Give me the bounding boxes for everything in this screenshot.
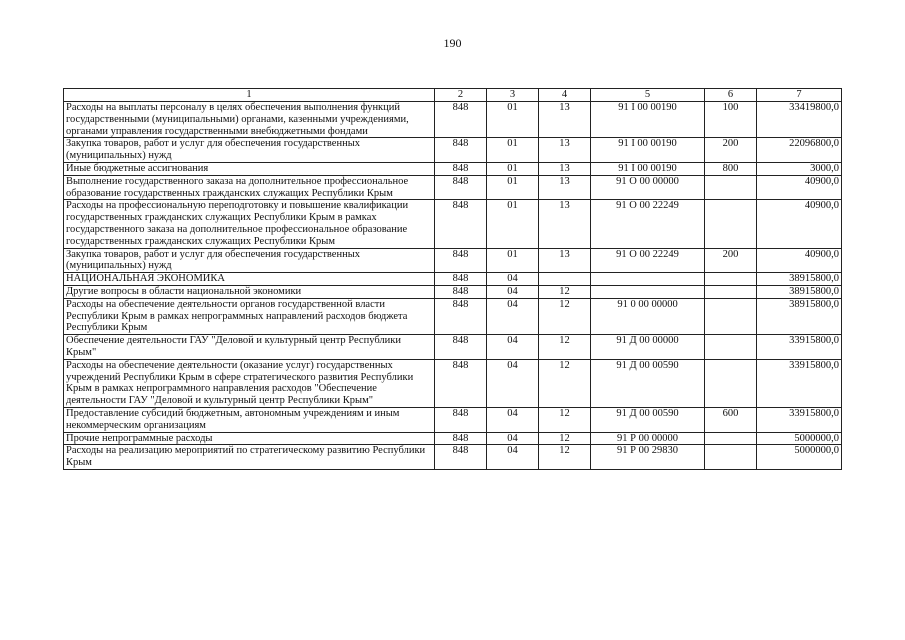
- row-section: 04: [487, 335, 539, 360]
- row-target-article: [591, 285, 705, 298]
- row-name: НАЦИОНАЛЬНАЯ ЭКОНОМИКА: [64, 273, 435, 286]
- row-expense-type: 100: [705, 102, 757, 138]
- row-section: 01: [487, 162, 539, 175]
- row-code-admin: 848: [435, 248, 487, 273]
- row-code-admin: 848: [435, 359, 487, 407]
- row-name: Расходы на обеспечение деятельности органов государственной власти Республики Крым в рамках непрограммных направлений расходов бюджета Республики Крым: [64, 298, 435, 334]
- row-amount: 40900,0: [757, 200, 842, 248]
- row-name: Расходы на обеспечение деятельности (оказание услуг) государственных учреждений Республики Крым в сфере стратегического развития Республики Крым в рамках непрограммного направления расходов "Обеспечение деятельности ГАУ "Деловой и культурный центр Республики Крым": [64, 359, 435, 407]
- row-target-article: 91 Р 00 29830: [591, 445, 705, 470]
- row-code-admin: 848: [435, 175, 487, 200]
- row-code-admin: 848: [435, 285, 487, 298]
- row-target-article: 91 I 00 00190: [591, 162, 705, 175]
- row-expense-type: 200: [705, 138, 757, 163]
- header-col-2: 2: [435, 89, 487, 102]
- budget-table: [63, 88, 842, 470]
- row-target-article: 91 О 00 22249: [591, 248, 705, 273]
- row-subsection: 12: [539, 359, 591, 407]
- row-expense-type: [705, 298, 757, 334]
- table-row: [64, 175, 842, 200]
- row-expense-type: [705, 285, 757, 298]
- table-row: [64, 432, 842, 445]
- row-subsection: 12: [539, 285, 591, 298]
- row-subsection: 12: [539, 335, 591, 360]
- row-name: Обеспечение деятельности ГАУ "Деловой и культурный центр Республики Крым": [64, 335, 435, 360]
- table-row: [64, 102, 842, 138]
- table-row: [64, 298, 842, 334]
- row-subsection: 13: [539, 248, 591, 273]
- row-target-article: [591, 273, 705, 286]
- row-subsection: [539, 273, 591, 286]
- row-subsection: 12: [539, 407, 591, 432]
- row-section: 04: [487, 298, 539, 334]
- row-expense-type: 800: [705, 162, 757, 175]
- row-subsection: 12: [539, 432, 591, 445]
- row-amount: 33915800,0: [757, 335, 842, 360]
- header-col-4: 4: [539, 89, 591, 102]
- row-section: 04: [487, 359, 539, 407]
- row-subsection: 13: [539, 138, 591, 163]
- row-subsection: 13: [539, 175, 591, 200]
- row-name: Расходы на профессиональную переподготовку и повышение квалификации государственных гражданских служащих Республики Крым в рамках государственного заказа на дополнительное профессиональное образование государственных гражданских служащих Республики Крым: [64, 200, 435, 248]
- row-expense-type: [705, 445, 757, 470]
- row-amount: 40900,0: [757, 248, 842, 273]
- row-target-article: 91 0 00 00000: [591, 298, 705, 334]
- table-row: [64, 335, 842, 360]
- row-code-admin: 848: [435, 445, 487, 470]
- row-expense-type: [705, 335, 757, 360]
- row-section: 04: [487, 432, 539, 445]
- row-amount: 38915800,0: [757, 298, 842, 334]
- table-row: [64, 162, 842, 175]
- row-target-article: 91 Д 00 00000: [591, 335, 705, 360]
- row-amount: 33419800,0: [757, 102, 842, 138]
- row-amount: 40900,0: [757, 175, 842, 200]
- row-target-article: 91 I 00 00190: [591, 138, 705, 163]
- row-name: Закупка товаров, работ и услуг для обеспечения государственных (муниципальных) нужд: [64, 138, 435, 163]
- row-code-admin: 848: [435, 102, 487, 138]
- row-name: Закупка товаров, работ и услуг для обеспечения государственных (муниципальных) нужд: [64, 248, 435, 273]
- header-row: [64, 89, 842, 102]
- row-section: 01: [487, 138, 539, 163]
- row-code-admin: 848: [435, 298, 487, 334]
- row-code-admin: 848: [435, 273, 487, 286]
- row-code-admin: 848: [435, 335, 487, 360]
- row-code-admin: 848: [435, 162, 487, 175]
- row-subsection: 12: [539, 298, 591, 334]
- row-target-article: 91 О 00 22249: [591, 200, 705, 248]
- row-expense-type: 600: [705, 407, 757, 432]
- row-target-article: 91 Р 00 00000: [591, 432, 705, 445]
- row-subsection: 13: [539, 200, 591, 248]
- table-row: [64, 138, 842, 163]
- row-amount: 33915800,0: [757, 359, 842, 407]
- row-code-admin: 848: [435, 200, 487, 248]
- row-expense-type: [705, 175, 757, 200]
- row-section: 01: [487, 248, 539, 273]
- header-col-3: 3: [487, 89, 539, 102]
- row-target-article: 91 Д 00 00590: [591, 359, 705, 407]
- row-amount: 22096800,0: [757, 138, 842, 163]
- row-subsection: 12: [539, 445, 591, 470]
- row-section: 04: [487, 273, 539, 286]
- row-section: 01: [487, 102, 539, 138]
- header-col-6: 6: [705, 89, 757, 102]
- row-code-admin: 848: [435, 432, 487, 445]
- table-row: [64, 407, 842, 432]
- row-name: Выполнение государственного заказа на дополнительное профессиональное образование государственных гражданских служащих Республики Крым: [64, 175, 435, 200]
- row-name: Прочие непрограммные расходы: [64, 432, 435, 445]
- row-name: Предоставление субсидий бюджетным, автономным учреждениям и иным некоммерческим организациям: [64, 407, 435, 432]
- row-amount: 33915800,0: [757, 407, 842, 432]
- row-subsection: 13: [539, 102, 591, 138]
- table-row: [64, 273, 842, 286]
- row-name: Другие вопросы в области национальной экономики: [64, 285, 435, 298]
- row-target-article: 91 О 00 00000: [591, 175, 705, 200]
- row-amount: 5000000,0: [757, 432, 842, 445]
- table-row: [64, 200, 842, 248]
- row-expense-type: [705, 432, 757, 445]
- row-name: Расходы на реализацию мероприятий по стратегическому развитию Республики Крым: [64, 445, 435, 470]
- row-section: 04: [487, 407, 539, 432]
- table-row: [64, 248, 842, 273]
- table-row: [64, 359, 842, 407]
- row-section: 04: [487, 285, 539, 298]
- row-amount: 38915800,0: [757, 273, 842, 286]
- table-body: [64, 102, 842, 470]
- row-code-admin: 848: [435, 407, 487, 432]
- header-col-1: 1: [64, 89, 435, 102]
- row-subsection: 13: [539, 162, 591, 175]
- table-row: [64, 445, 842, 470]
- row-section: 01: [487, 200, 539, 248]
- row-amount: 5000000,0: [757, 445, 842, 470]
- row-section: 01: [487, 175, 539, 200]
- header-col-5: 5: [591, 89, 705, 102]
- row-amount: 38915800,0: [757, 285, 842, 298]
- row-code-admin: 848: [435, 138, 487, 163]
- row-target-article: 91 I 00 00190: [591, 102, 705, 138]
- table-row: [64, 285, 842, 298]
- row-expense-type: [705, 273, 757, 286]
- row-expense-type: [705, 359, 757, 407]
- row-expense-type: [705, 200, 757, 248]
- header-col-7: 7: [757, 89, 842, 102]
- row-section: 04: [487, 445, 539, 470]
- row-name: Иные бюджетные ассигнования: [64, 162, 435, 175]
- table-header: [64, 89, 842, 102]
- page-number: 190: [443, 36, 462, 50]
- row-target-article: 91 Д 00 00590: [591, 407, 705, 432]
- row-expense-type: 200: [705, 248, 757, 273]
- row-name: Расходы на выплаты персоналу в целях обеспечения выполнения функций государственными (муниципальными) органами, казенными учреждениями, органами управления государственными внебюджетными фондами: [64, 102, 435, 138]
- row-amount: 3000,0: [757, 162, 842, 175]
